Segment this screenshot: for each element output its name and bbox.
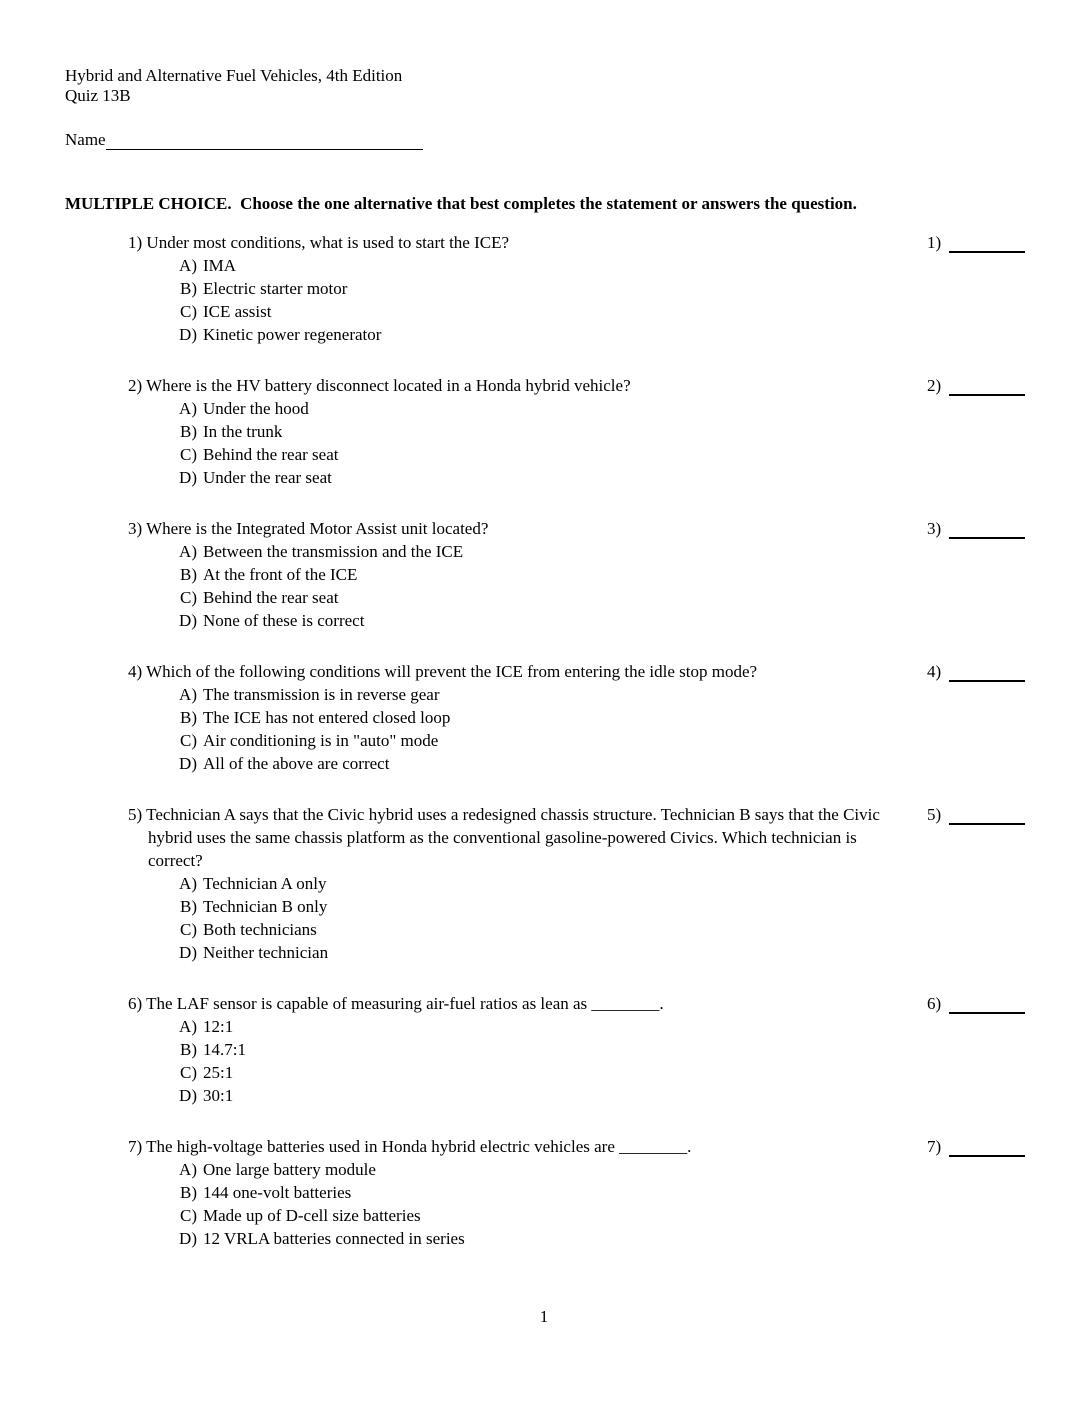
option-line (65, 1204, 1025, 1227)
question-text: Which of the following conditions will prevent the ICE from entering the idle stop mode? (146, 662, 758, 681)
option-text: Under the rear seat (203, 468, 332, 487)
option-line (65, 420, 1025, 443)
question-number: 6) (128, 994, 143, 1013)
option-letter: A) (179, 256, 197, 275)
option-letter: A) (179, 685, 197, 704)
option-letter: C) (180, 1063, 197, 1082)
option-text: The ICE has not entered closed loop (203, 708, 451, 727)
document-header (65, 66, 1025, 106)
option-line (65, 277, 1025, 300)
option-text: 12 VRLA batteries connected in series (203, 1229, 465, 1248)
option-letter: D) (179, 1229, 197, 1248)
option-text: Technician B only (203, 897, 328, 916)
question-row (65, 231, 1025, 254)
option-line (65, 1227, 1025, 1250)
answer-blank-line[interactable] (949, 517, 1025, 539)
option-letter: A) (179, 399, 197, 418)
question-main (65, 803, 883, 872)
question-row (65, 992, 1025, 1015)
option-text: Made up of D-cell size batteries (203, 1206, 421, 1225)
option-line (65, 443, 1025, 466)
option-text: Under the hood (203, 399, 309, 418)
question-text: Where is the HV battery disconnect located in a Honda hybrid vehicle? (146, 376, 631, 395)
option-text: Between the transmission and the ICE (203, 542, 464, 561)
question-block (65, 374, 1025, 489)
option-text: Both technicians (203, 920, 317, 939)
question-main (65, 517, 883, 540)
option-letter: B) (180, 708, 197, 727)
question-row (65, 660, 1025, 683)
name-row (65, 127, 423, 150)
question-text: Where is the Integrated Motor Assist unit located? (146, 519, 489, 538)
question-block (65, 992, 1025, 1107)
option-line (65, 941, 1025, 964)
option-letter: D) (179, 754, 197, 773)
option-line (65, 540, 1025, 563)
questions-list (65, 231, 1025, 1250)
option-text: One large battery module (203, 1160, 376, 1179)
answer-number: 6) (927, 994, 942, 1013)
question-block (65, 660, 1025, 775)
option-text: All of the above are correct (203, 754, 390, 773)
answer-area (927, 517, 1025, 540)
question-number: 4) (128, 662, 143, 681)
options-list (65, 872, 1025, 964)
question-main (65, 231, 883, 254)
option-line (65, 872, 1025, 895)
question-main (65, 660, 883, 683)
answer-number: 5) (927, 805, 942, 824)
name-label: Name (65, 130, 106, 149)
option-line (65, 918, 1025, 941)
answer-area (927, 374, 1025, 397)
option-text: Electric starter motor (203, 279, 348, 298)
document-title: Hybrid and Alternative Fuel Vehicles, 4th Edition (65, 66, 403, 85)
option-line (65, 323, 1025, 346)
option-text: The transmission is in reverse gear (203, 685, 440, 704)
option-letter: D) (179, 325, 197, 344)
question-block (65, 803, 1025, 964)
option-line (65, 254, 1025, 277)
option-line (65, 706, 1025, 729)
question-block (65, 517, 1025, 632)
question-main (65, 992, 883, 1015)
option-text: Kinetic power regenerator (203, 325, 382, 344)
option-text: 144 one-volt batteries (203, 1183, 352, 1202)
option-text: 25:1 (203, 1063, 234, 1082)
option-text: Behind the rear seat (203, 445, 339, 464)
options-list (65, 397, 1025, 489)
answer-area (927, 1135, 1025, 1158)
option-letter: B) (180, 1183, 197, 1202)
option-line (65, 609, 1025, 632)
option-letter: C) (180, 588, 197, 607)
quiz-number: Quiz 13B (65, 86, 131, 105)
option-text: IMA (203, 256, 237, 275)
option-text: Neither technician (203, 943, 329, 962)
answer-area (927, 803, 1025, 826)
question-main (65, 374, 883, 397)
answer-area (927, 231, 1025, 254)
option-line (65, 752, 1025, 775)
option-text: Air conditioning is in "auto" mode (203, 731, 439, 750)
option-line (65, 1181, 1025, 1204)
answer-area (927, 992, 1025, 1015)
option-letter: B) (180, 422, 197, 441)
question-number: 2) (128, 376, 143, 395)
question-row (65, 374, 1025, 397)
name-blank-line[interactable] (106, 128, 423, 150)
option-line (65, 1038, 1025, 1061)
answer-number: 4) (927, 662, 942, 681)
page-number: 1 (539, 1307, 549, 1326)
option-letter: B) (180, 897, 197, 916)
option-line (65, 397, 1025, 420)
question-number: 3) (128, 519, 143, 538)
option-line (65, 586, 1025, 609)
question-main (65, 1135, 883, 1158)
option-letter: A) (179, 1017, 197, 1036)
question-row (65, 803, 1025, 872)
option-letter: C) (180, 445, 197, 464)
answer-blank-line[interactable] (949, 803, 1025, 825)
question-number: 5) (128, 805, 143, 824)
option-text: 30:1 (203, 1086, 234, 1105)
option-text: Behind the rear seat (203, 588, 339, 607)
question-number: 7) (128, 1137, 143, 1156)
option-line (65, 729, 1025, 752)
question-text: The high-voltage batteries used in Honda hybrid electric vehicles are ________. (146, 1137, 692, 1156)
option-letter: C) (180, 1206, 197, 1225)
option-line (65, 300, 1025, 323)
options-list (65, 1158, 1025, 1250)
option-letter: C) (180, 920, 197, 939)
instructions-heading: MULTIPLE CHOICE. Choose the one alternative that best completes the statement or answers the question. (65, 194, 857, 213)
answer-blank-line[interactable] (949, 231, 1025, 253)
answer-number: 1) (927, 233, 942, 252)
option-line (65, 683, 1025, 706)
answer-blank-line[interactable] (949, 374, 1025, 396)
option-letter: C) (180, 302, 197, 321)
option-letter: B) (180, 1040, 197, 1059)
answer-blank-line[interactable] (949, 660, 1025, 682)
option-letter: D) (179, 468, 197, 487)
option-letter: C) (180, 731, 197, 750)
question-number: 1) (128, 233, 143, 252)
question-row (65, 1135, 1025, 1158)
option-letter: A) (179, 542, 197, 561)
answer-number: 2) (927, 376, 942, 395)
option-letter: D) (179, 1086, 197, 1105)
option-line (65, 1015, 1025, 1038)
option-line (65, 1084, 1025, 1107)
question-block (65, 1135, 1025, 1250)
option-text: 12:1 (203, 1017, 234, 1036)
option-text: At the front of the ICE (203, 565, 358, 584)
options-list (65, 254, 1025, 346)
option-text: None of these is correct (203, 611, 365, 630)
answer-blank-line[interactable] (949, 992, 1025, 1014)
answer-blank-line[interactable] (949, 1135, 1025, 1157)
question-block (65, 231, 1025, 346)
option-letter: A) (179, 874, 197, 893)
answer-number: 3) (927, 519, 942, 538)
option-line (65, 895, 1025, 918)
question-text: Under most conditions, what is used to start the ICE? (146, 233, 510, 252)
option-line (65, 1061, 1025, 1084)
question-text: The LAF sensor is capable of measuring air-fuel ratios as lean as ________. (146, 994, 664, 1013)
question-row (65, 517, 1025, 540)
option-text: In the trunk (203, 422, 283, 441)
option-letter: A) (179, 1160, 197, 1179)
answer-area (927, 660, 1025, 683)
answer-number: 7) (927, 1137, 942, 1156)
option-line (65, 563, 1025, 586)
option-letter: D) (179, 611, 197, 630)
option-letter: D) (179, 943, 197, 962)
option-letter: B) (180, 565, 197, 584)
options-list (65, 540, 1025, 632)
option-text: ICE assist (203, 302, 272, 321)
question-text: Technician A says that the Civic hybrid uses a redesigned chassis structure. Technician B says that the Civic hybrid uses the same chassis platform as the conventional gasoline-powered Civics. Which technician is correct? (146, 805, 880, 870)
option-text: Technician A only (203, 874, 327, 893)
option-line (65, 1158, 1025, 1181)
option-letter: B) (180, 279, 197, 298)
options-list (65, 1015, 1025, 1107)
option-line (65, 466, 1025, 489)
options-list (65, 683, 1025, 775)
option-text: 14.7:1 (203, 1040, 246, 1059)
